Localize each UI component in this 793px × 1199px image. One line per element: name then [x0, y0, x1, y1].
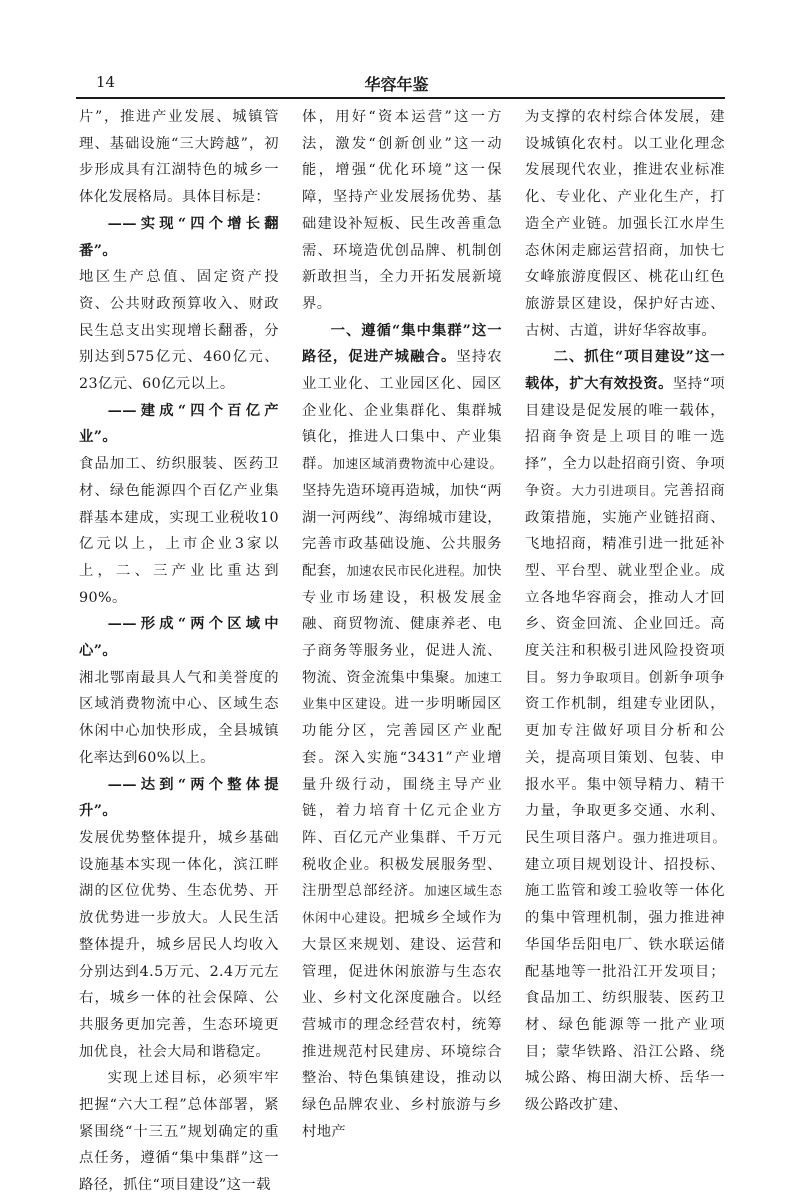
header-rule	[76, 97, 725, 99]
section-heading: 一、遵循“集中集群”这一路径，促进产城融合。	[302, 322, 502, 366]
text-run: 加快专业市场建设，积极发展金融、商贸物流、健康养老、电子商务等服务业，促进人流、物流、资金流集中集聚。	[302, 562, 502, 686]
subheading: 大力引进项目。	[571, 482, 664, 498]
paragraph: 实现上述目标，必须牢牢把握“六大工程”总体部署，紧紧围绕“十三五”规划确定的重点任务，遵循“集中集群”这一路径，抓住“项目建设”这一载	[79, 1070, 279, 1194]
text-run: 坚持“项目建设是促发展的唯一载体，招商争资是上项目的唯一选择”，全力以赴招商引资、争项争资。	[525, 376, 725, 499]
journal-title: 华容年鉴	[364, 75, 429, 94]
subheading: 加速区域消费物流中心建设。	[332, 456, 502, 472]
paragraph: 地区生产总值、固定资产投资、公共财政预算收入、财政民生总支出实现增长翻番，分别达到575亿元、460亿元、23亿元、60亿元以上。	[79, 269, 279, 393]
column-1	[79, 104, 279, 1199]
paragraph: 湘北鄂南最具人气和美誉度的区域消费物流中心、区域生态休闲中心加快形成，全县城镇化率达到60%以上。	[79, 669, 279, 766]
goal-heading: ——形成“两个区域中心”。	[79, 616, 279, 660]
paragraph: 发展优势整体提升，城乡基础设施基本实现一体化，滨江畔湖的区位优势、生态优势、开放优势进一步放大。人民生活整体提升，城乡居民人均收入分别达到4.5万元、2.4万元左右，城乡一体的社会保障、公共服务更加完善，生态环境更加优良，社会大局和谐稳定。	[79, 829, 279, 1060]
column-2	[302, 104, 502, 1145]
section-paragraph	[302, 318, 502, 1146]
subheading: 加速区域生态休闲中心建设。	[302, 883, 502, 926]
subheading: 努力争取项目。	[555, 669, 649, 685]
paragraph: 食品加工、纺织服装、医药卫材、绿色能源四个百亿产业集群基本建成，实现工业税收10亿元以上，上市企业3家以上，二、三产业比重达到90%。	[79, 456, 279, 606]
text-run: 坚持先造环境再造城，加快“两湖一河两线”、海绵城市建设，完善市政基础设施、公共服务配套，	[302, 482, 502, 579]
goal-heading: ——建成“四个百亿产业”。	[79, 402, 279, 446]
goal-heading: ——实现“四个增长翻番”。	[79, 215, 279, 259]
text-run: 建立项目规划设计、招投标、施工监管和竣工验收等一体化的集中管理机制，强力推进神华国华岳阳电厂、铁水联运储配基地等一批沿江开发项目；食品加工、纺织服装、医药卫材、绿色能源等一批产业项目；蒙华铁路、沿江公路、绕城公路、梅田湖大桥、岳华一级公路改扩建、	[525, 856, 725, 1114]
text-run: 创新争项争资工作机制，组建专业团队，更加专注做好项目分析和公关，提高项目策划、包装、申报水平。集中领导精力、精干力量，争取更多交通、水利、民生项目落户。	[525, 669, 725, 846]
column-3	[525, 104, 725, 1119]
text-run: 坚持农业工业化、工业园区化、园区企业化、企业集群化、集群城镇化，推进人口集中、产业集群。	[302, 349, 503, 473]
text-run: 把城乡全域作为大景区来规划、建设、运营和管理，促进休闲旅游与生态农业、乡村文化深度融合。以经营城市的理念经营农村，统筹推进规范村民建房、环境综合整治、特色集镇建设，推动以绿色品牌农业、乡村旅游与乡村地产	[302, 910, 502, 1140]
subheading: 加速工业集中区建设。	[302, 669, 502, 712]
text-run: 进一步明晰园区功能分区，完善园区产业配套。深入实施“3431”产业增量升级行动，围绕主导产业链，着力培育十亿元企业方阵、百亿元产业集群、千万元税收企业。积极发展服务型、注册型总部经济。	[302, 696, 502, 900]
paragraph: 体，用好“资本运营”这一方法，激发“创新创业”这一动能，增强“优化环境”这一保障，坚持产业发展扬优势、基础建设补短板、民生改善重急需、环境造优创品牌、机制创新敢担当，全力开拓发展新境界。	[302, 109, 502, 312]
section-paragraph	[525, 344, 725, 1118]
page-number: 14	[96, 73, 116, 91]
paragraph: 为支撑的农村综合体发展，建设城镇化农村。以工业化理念发展现代农业，推进农业标准化、专业化、产业化生产，打造全产业链。加强长江水岸生态休闲走廊运营招商，加快七女峰旅游度假区、桃花山红色旅游景区建设，保护好古迹、古树、古道，讲好华容故事。	[525, 109, 725, 339]
subheading: 强力推进项目。	[633, 829, 725, 845]
paragraph: 片”，推进产业发展、城镇管理、基础设施“三大跨越”，初步形成具有江湖特色的城乡一体化发展格局。具体目标是：	[79, 109, 279, 206]
goal-heading: ——达到“两个整体提升”。	[79, 776, 279, 820]
subheading: 加速农民市民化进程。	[346, 562, 473, 578]
text-run: 完善招商政策措施，实施产业链招商、飞地招商，精准引进一批延补型、平台型、就业型企业。成立各地华容商会，推动人才回乡、资金回流、企业回迁。高度关注和积极引进风险投资项目。	[525, 482, 725, 686]
section-heading: 二、抓住“项目建设”这一载体，扩大有效投资。	[525, 349, 725, 393]
